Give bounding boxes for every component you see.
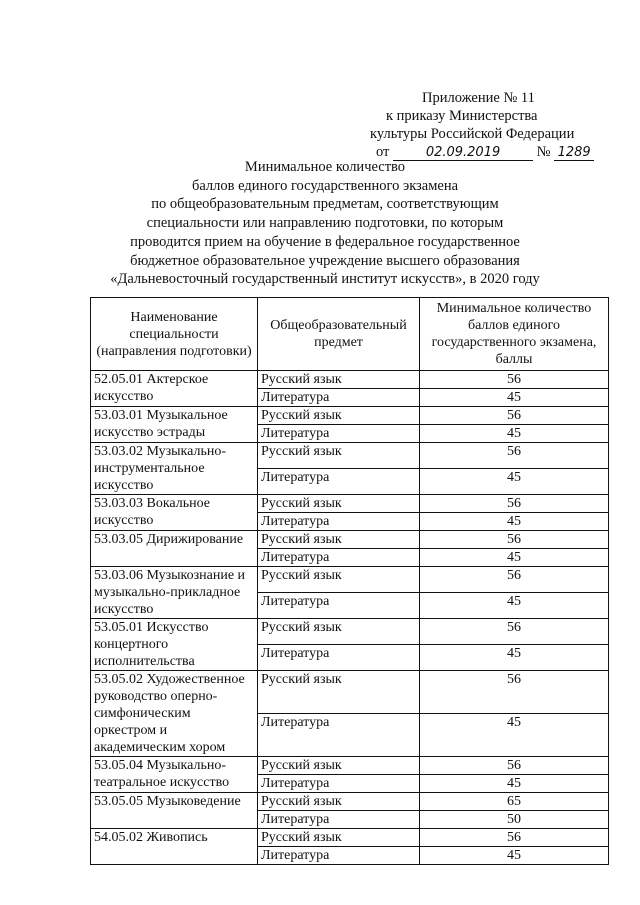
table-row	[91, 793, 609, 811]
subject-cell: Литература	[258, 645, 420, 671]
specialty-cell: 53.05.04 Музыкально-театральное искусство	[91, 757, 258, 793]
specialty-cell: 52.05.01 Актерское искусство	[91, 371, 258, 407]
subject-cell: Литература	[258, 811, 420, 829]
subject-cell: Литература	[258, 425, 420, 443]
subject-cell: Литература	[258, 714, 420, 757]
subject-cell: Литература	[258, 847, 420, 865]
subject-cell: Литература	[258, 513, 420, 531]
score-cell: 45	[420, 775, 609, 793]
subject-cell: Русский язык	[258, 619, 420, 645]
specialty-cell: 53.03.03 Вокальное искусство	[91, 495, 258, 531]
score-cell: 56	[420, 567, 609, 593]
subject-cell: Русский язык	[258, 757, 420, 775]
title-line: бюджетное образовательное учреждение высшего образования	[130, 252, 520, 269]
appendix-number: Приложение № 11	[422, 90, 535, 106]
header-subject: Общеобразовательный предмет	[258, 298, 420, 371]
score-cell: 56	[420, 757, 609, 775]
min-scores-table	[90, 297, 609, 865]
score-cell: 45	[420, 469, 609, 495]
subject-cell: Русский язык	[258, 371, 420, 389]
table-body	[91, 371, 609, 865]
title-line: Минимальное количество	[244, 159, 406, 175]
title-line: проводится прием на обучение в федеральное государственное	[130, 233, 520, 250]
score-cell: 56	[420, 829, 609, 847]
score-cell: 45	[420, 714, 609, 757]
score-cell: 56	[420, 443, 609, 469]
subject-cell: Русский язык	[258, 671, 420, 714]
score-cell: 45	[420, 549, 609, 567]
table-row	[91, 443, 609, 469]
appendix-header	[370, 89, 600, 161]
table-row	[91, 757, 609, 775]
subject-cell: Литература	[258, 389, 420, 407]
subject-cell: Русский язык	[258, 567, 420, 593]
table-row	[91, 619, 609, 645]
score-cell: 45	[420, 425, 609, 443]
date-prefix: от	[376, 144, 390, 160]
subject-cell: Русский язык	[258, 531, 420, 549]
score-cell: 56	[420, 671, 609, 714]
specialty-cell: 53.03.01 Музыкальное искусство эстрады	[91, 407, 258, 443]
score-cell: 56	[420, 371, 609, 389]
score-cell: 56	[420, 495, 609, 513]
handwritten-date: 02.09.2019	[393, 145, 533, 161]
handwritten-number: 1289	[554, 145, 594, 161]
subject-cell: Литература	[258, 469, 420, 495]
subject-cell: Русский язык	[258, 495, 420, 513]
subject-cell: Русский язык	[258, 407, 420, 425]
score-cell: 56	[420, 619, 609, 645]
title-line: «Дальневосточный государственный институт искусств», в 2020 году	[110, 271, 540, 288]
score-cell: 56	[420, 407, 609, 425]
table-row	[91, 829, 609, 847]
specialty-cell: 53.03.06 Музыкознание и музыкально-прикладное искусство	[91, 567, 258, 619]
appendix-order-ref: к приказу Министерства	[386, 108, 538, 124]
specialty-cell: 53.05.02 Художественное руководство оперно-симфоническим оркестром и академическим хором	[91, 671, 258, 757]
specialty-cell: 53.05.05 Музыковедение	[91, 793, 258, 829]
table-row	[91, 495, 609, 513]
specialty-cell: 53.03.02 Музыкально-инструментальное искусство	[91, 443, 258, 495]
subject-cell: Русский язык	[258, 829, 420, 847]
score-cell: 45	[420, 847, 609, 865]
header-min-score: Минимальное количество баллов единого государственного экзамена, баллы	[420, 298, 609, 371]
specialty-cell: 53.05.01 Искусство концертного исполнительства	[91, 619, 258, 671]
subject-cell: Русский язык	[258, 793, 420, 811]
table-row	[91, 671, 609, 714]
appendix-ministry: культуры Российской Федерации	[370, 126, 575, 142]
subject-cell: Литература	[258, 775, 420, 793]
subject-cell: Русский язык	[258, 443, 420, 469]
title-line: по общеобразовательным предметам, соответствующим	[151, 196, 499, 213]
score-cell: 50	[420, 811, 609, 829]
table-row	[91, 531, 609, 549]
score-cell: 45	[420, 593, 609, 619]
specialty-cell: 53.03.05 Дирижирование	[91, 531, 258, 567]
number-prefix: №	[536, 144, 551, 160]
table-row	[91, 371, 609, 389]
header-specialty: Наименование специальности (направления подготовки)	[91, 298, 258, 371]
title-line: специальности или направлению подготовки, по которым	[146, 215, 504, 232]
specialty-cell: 54.05.02 Живопись	[91, 829, 258, 865]
table-row	[91, 407, 609, 425]
score-cell: 45	[420, 645, 609, 671]
score-cell: 45	[420, 513, 609, 531]
table-header-row	[91, 298, 609, 371]
document-title	[90, 158, 560, 289]
title-line: баллов единого государственного экзамена	[191, 177, 459, 194]
score-cell: 45	[420, 389, 609, 407]
score-cell: 65	[420, 793, 609, 811]
table-row	[91, 567, 609, 593]
score-cell: 56	[420, 531, 609, 549]
subject-cell: Литература	[258, 549, 420, 567]
subject-cell: Литература	[258, 593, 420, 619]
